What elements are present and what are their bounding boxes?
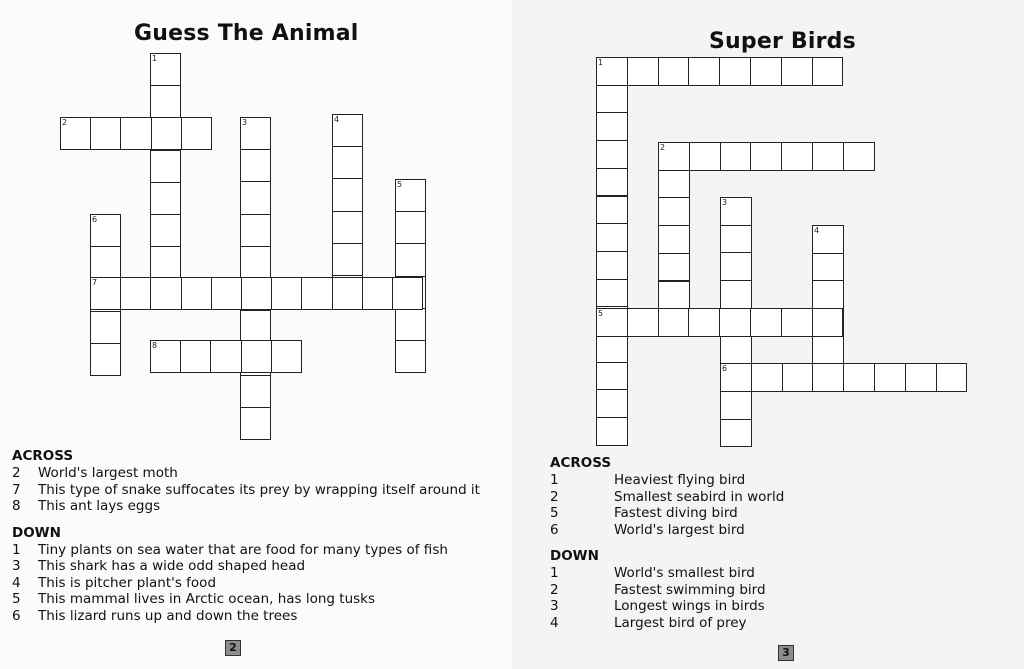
crossword-cell[interactable] (90, 117, 121, 150)
clue-text: World's largest moth (38, 465, 178, 481)
clue-item (12, 591, 480, 608)
crossword-cell[interactable] (627, 57, 659, 86)
clue-item (550, 489, 784, 506)
crossword-cell[interactable] (596, 223, 628, 252)
clue-number: 1 (550, 565, 559, 581)
right-page (512, 0, 1024, 669)
left-down-list (12, 542, 480, 625)
clue-text: This is pitcher plant's food (38, 574, 217, 591)
left-clues (12, 448, 480, 624)
crossword-cell[interactable] (596, 196, 628, 225)
crossword-cell[interactable] (90, 343, 121, 376)
clue-number: 2 (550, 581, 559, 598)
clue-text: Fastest swimming bird (614, 581, 766, 598)
crossword-cell[interactable] (596, 168, 628, 197)
crossword-cell[interactable] (658, 197, 690, 226)
crossword-cell[interactable] (596, 389, 628, 418)
crossword-cell[interactable] (812, 280, 844, 309)
crossword-cell[interactable] (240, 310, 271, 343)
clue-item (12, 608, 480, 625)
clue-text: This type of snake suffocates its prey by wrapping itself around it (38, 481, 480, 498)
crossword-cell[interactable] (750, 57, 782, 86)
crossword-cell[interactable] (150, 150, 181, 183)
crossword-cell[interactable] (720, 280, 752, 309)
page-number-badge: 3 (778, 645, 794, 661)
crossword-cell[interactable] (781, 57, 813, 86)
crossword-cell[interactable] (240, 149, 271, 182)
crossword-cell[interactable] (812, 142, 844, 171)
crossword-cell[interactable] (210, 340, 241, 373)
crossword-cell[interactable] (781, 142, 813, 171)
clue-number-label: 2 (62, 118, 68, 127)
crossword-cell[interactable] (596, 251, 628, 280)
crossword-cell[interactable] (812, 57, 844, 86)
clue-number-label: 3 (242, 118, 248, 127)
crossword-cell[interactable] (812, 336, 844, 365)
clue-item (12, 482, 480, 499)
clue-text: Longest wings in birds (614, 598, 765, 614)
clue-number-label: 1 (598, 58, 604, 67)
crossword-cell[interactable] (151, 117, 182, 150)
clue-item (550, 582, 784, 599)
crossword-cell[interactable] (936, 363, 968, 392)
crossword-cell[interactable] (150, 214, 181, 247)
clue-text: World's smallest bird (614, 565, 755, 581)
clue-number: 2 (12, 465, 21, 481)
clue-item (12, 498, 480, 515)
clue-item (550, 615, 784, 632)
crossword-cell[interactable] (719, 57, 751, 86)
clue-text: Tiny plants on sea water that are food for many types of fish (38, 541, 448, 558)
crossword-cell[interactable] (720, 225, 752, 254)
crossword-cell[interactable] (658, 281, 690, 310)
clue-number-label: 4 (814, 226, 820, 235)
crossword-cell[interactable] (751, 363, 783, 392)
clue-item (12, 575, 480, 592)
clue-item (12, 465, 480, 482)
clue-text: This lizard runs up and down the trees (38, 607, 298, 624)
clue-number: 6 (12, 607, 21, 624)
crossword-cell[interactable] (181, 117, 212, 150)
crossword-cell[interactable] (719, 308, 751, 337)
page-number-badge: 2 (225, 640, 241, 656)
clue-number: 4 (12, 574, 21, 591)
crossword-cell[interactable] (688, 57, 720, 86)
right-across-list (550, 472, 784, 538)
clue-text: This mammal lives in Arctic ocean, has long tusks (38, 591, 376, 607)
clue-number: 3 (12, 558, 21, 574)
clue-text: World's largest bird (614, 521, 745, 538)
crossword-cell[interactable] (240, 407, 271, 440)
crossword-cell[interactable] (843, 142, 875, 171)
crossword-cell[interactable] (240, 246, 271, 279)
crossword-cell[interactable] (271, 340, 302, 373)
crossword-cell[interactable] (720, 391, 752, 420)
right-clues (550, 455, 784, 631)
clue-number-label: 5 (397, 180, 403, 189)
crossword-cell[interactable] (180, 340, 211, 373)
crossword-cell[interactable] (392, 277, 423, 310)
crossword-cell[interactable] (596, 334, 628, 363)
crossword-cell[interactable] (596, 362, 628, 391)
left-across-heading: ACROSS (12, 448, 74, 464)
crossword-cell[interactable] (90, 246, 121, 279)
clue-number: 8 (12, 498, 21, 514)
crossword-cell[interactable] (812, 308, 844, 337)
crossword-cell[interactable] (150, 182, 181, 215)
crossword-cell[interactable] (332, 211, 363, 244)
crossword-cell[interactable] (596, 112, 628, 141)
crossword-cell[interactable] (905, 363, 937, 392)
crossword-cell[interactable] (658, 225, 690, 254)
crossword-cell[interactable] (720, 336, 752, 365)
crossword-cell[interactable] (812, 253, 844, 282)
crossword-cell[interactable] (150, 246, 181, 279)
crossword-cell[interactable] (395, 340, 426, 373)
clue-number: 2 (550, 488, 559, 505)
clue-number: 7 (12, 481, 21, 498)
crossword-cell[interactable] (332, 277, 363, 310)
crossword-cell[interactable] (812, 363, 844, 392)
clue-number-label: 8 (152, 341, 158, 350)
crossword-cell[interactable] (843, 363, 875, 392)
clue-number: 5 (550, 505, 559, 521)
right-down-heading: DOWN (550, 548, 599, 564)
crossword-cell[interactable] (240, 214, 271, 247)
clue-number-label: 2 (660, 143, 666, 152)
crossword-cell[interactable] (240, 375, 271, 408)
crossword-cell[interactable] (395, 308, 426, 341)
crossword-cell[interactable] (874, 363, 906, 392)
crossword-cell[interactable] (720, 419, 752, 448)
clue-number-label: 7 (92, 278, 98, 287)
clue-item (550, 598, 784, 615)
clue-item (550, 522, 784, 539)
clue-number-label: 1 (152, 54, 158, 63)
crossword-cell[interactable] (750, 308, 782, 337)
clue-number-label: 6 (92, 215, 98, 224)
clue-item (12, 558, 480, 575)
crossword-cell[interactable] (658, 170, 690, 199)
crossword-cell[interactable] (181, 277, 212, 310)
clue-number: 3 (550, 598, 559, 614)
crossword-cell[interactable] (596, 85, 628, 114)
crossword-cell[interactable] (720, 142, 752, 171)
clue-number: 6 (550, 521, 559, 538)
right-puzzle-title: Super Birds (709, 29, 856, 54)
crossword-cell[interactable] (395, 211, 426, 244)
crossword-cell[interactable] (120, 117, 151, 150)
crossword-cell[interactable] (150, 277, 181, 310)
crossword-cell[interactable] (627, 308, 659, 337)
crossword-cell[interactable] (211, 277, 242, 310)
crossword-cell[interactable] (332, 243, 363, 276)
clue-text: Largest bird of prey (614, 614, 747, 631)
clue-number-label: 3 (722, 198, 728, 207)
clue-text: Smallest seabird in world (614, 488, 785, 505)
clue-item (550, 472, 784, 489)
clue-number-label: 6 (722, 364, 728, 373)
clue-text: This shark has a wide odd shaped head (38, 558, 306, 574)
crossword-cell[interactable] (241, 340, 272, 373)
crossword-cell[interactable] (689, 142, 721, 171)
crossword-cell[interactable] (750, 142, 782, 171)
crossword-cell[interactable] (332, 146, 363, 179)
crossword-cell[interactable] (271, 277, 302, 310)
crossword-cell[interactable] (596, 417, 628, 446)
crossword-cell[interactable] (301, 277, 332, 310)
crossword-cell[interactable] (395, 243, 426, 276)
clue-item (550, 565, 784, 582)
crossword-cell[interactable] (688, 308, 720, 337)
crossword-cell[interactable] (332, 178, 363, 211)
crossword-cell[interactable] (658, 308, 690, 337)
crossword-cell[interactable] (658, 57, 690, 86)
clue-number: 1 (550, 472, 559, 488)
crossword-cell[interactable] (120, 277, 151, 310)
crossword-cell[interactable] (90, 311, 121, 344)
clue-number: 4 (550, 614, 559, 631)
clue-text: Heaviest flying bird (614, 472, 746, 488)
left-down-heading: DOWN (12, 524, 61, 541)
clue-number: 5 (12, 591, 21, 607)
crossword-cell[interactable] (782, 363, 814, 392)
right-across-heading: ACROSS (550, 455, 612, 471)
crossword-cell[interactable] (240, 181, 271, 214)
crossword-cell[interactable] (241, 277, 272, 310)
crossword-cell[interactable] (150, 85, 181, 118)
left-puzzle-title: Guess The Animal (134, 21, 359, 46)
clue-number-label: 4 (334, 115, 340, 124)
clue-number-label: 5 (598, 309, 604, 318)
clue-text: Fastest diving bird (614, 505, 738, 521)
crossword-cell[interactable] (362, 277, 393, 310)
crossword-cell[interactable] (596, 140, 628, 169)
right-down-list (550, 565, 784, 631)
clue-item (12, 542, 480, 559)
clue-number: 1 (12, 541, 21, 558)
left-across-list (12, 465, 480, 515)
clue-item (550, 505, 784, 522)
crossword-cell[interactable] (781, 308, 813, 337)
crossword-cell[interactable] (658, 253, 690, 282)
crossword-cell[interactable] (720, 252, 752, 281)
clue-text: This ant lays eggs (38, 498, 161, 514)
crossword-cell[interactable] (596, 279, 628, 308)
